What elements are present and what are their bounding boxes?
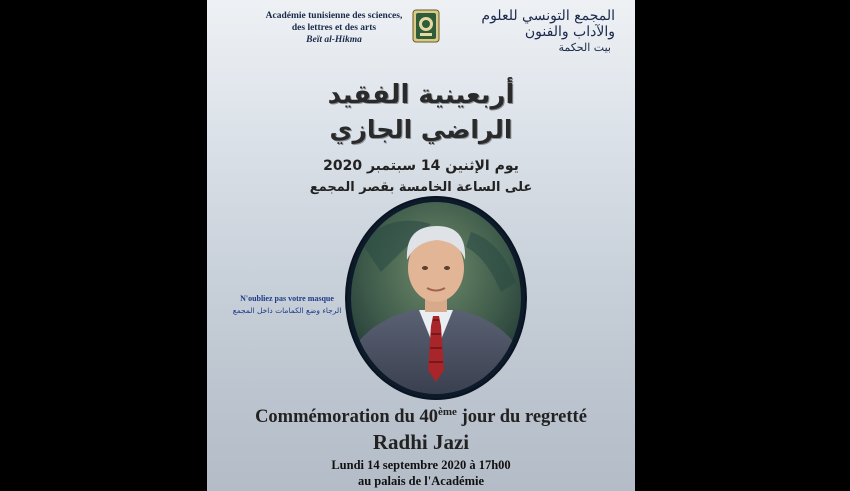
academy-name-fr: [259, 10, 409, 46]
date-ar-line2: على الساعة الخامسة بقصر المجمع: [309, 180, 533, 195]
commemoration-sup: ème: [438, 406, 457, 418]
title-ar-line1: أربعينية الفقيد: [327, 80, 515, 110]
title-ar-line2: الراضي الجازي: [329, 115, 513, 144]
event-location: au palais de l'Académie: [357, 474, 485, 488]
mask-reminder: [222, 293, 352, 317]
academy-name-ar: [445, 8, 615, 56]
portrait-frame: [347, 198, 525, 398]
academy-name-ar-line1: المجمع التونسي للعلوم والآداب والفنون: [481, 8, 615, 40]
mask-reminder-fr: N'oubliez pas votre masque: [240, 294, 334, 303]
commemoration-prefix: Commémoration du 40: [255, 407, 438, 427]
academy-name-fr-line3: Beït al-Hikma: [306, 35, 362, 45]
event-date: Lundi 14 septembre 2020 à 17h00: [331, 458, 511, 472]
mask-reminder-ar: الرجاء وضع الكمامات داخل المجمع: [232, 306, 342, 315]
date-ar-line1: يوم الإثنين 14 سبتمبر 2020: [323, 158, 519, 174]
academy-logo-icon: [412, 9, 440, 43]
commemoration-title: [207, 406, 635, 428]
academy-name-fr-line2: des lettres et des arts: [291, 23, 377, 33]
poster: [207, 0, 635, 491]
academy-name-ar-line2: بيت الحكمة: [558, 41, 611, 54]
academy-name-fr-line1: Académie tunisienne des sciences,: [265, 11, 403, 21]
commemoration-suffix: jour du regretté: [456, 407, 587, 427]
portrait-photo: [351, 202, 521, 394]
deceased-name: Radhi Jazi: [372, 430, 470, 454]
